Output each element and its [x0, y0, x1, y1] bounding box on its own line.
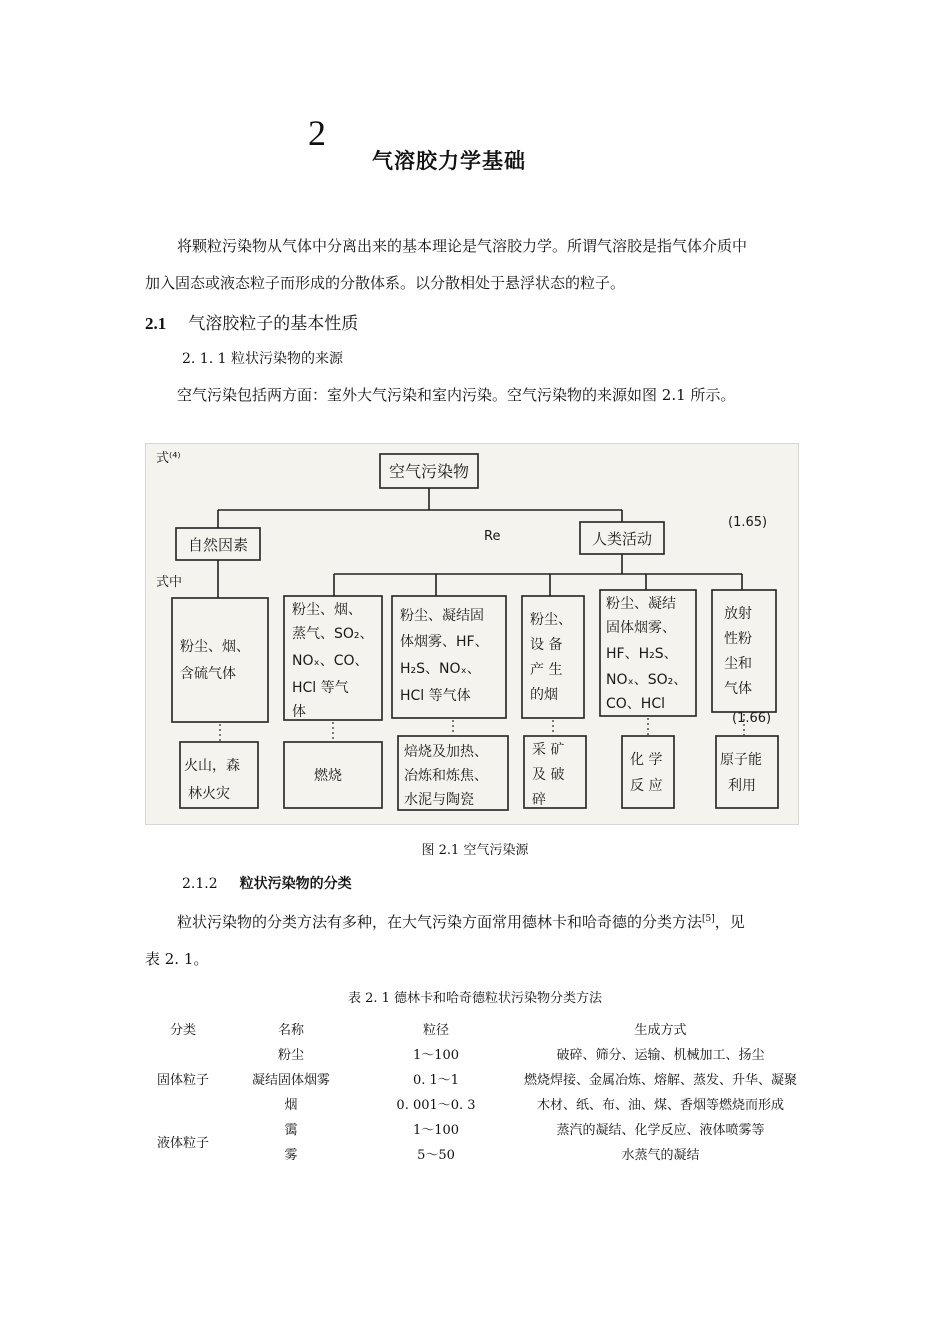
subsection-1-title: 粒状污染物的来源: [230, 351, 343, 367]
svg-text:水泥与陶瓷: 水泥与陶瓷: [404, 792, 474, 808]
svg-text:尘和: 尘和: [724, 656, 752, 672]
table-header-row: 分类 名称 粒径 生成方式: [169, 1023, 687, 1038]
subsection-2-heading: [182, 873, 352, 893]
subsection-1-heading: [182, 348, 343, 368]
svg-text:火山，森: 火山，森: [184, 758, 240, 774]
svg-text:利用: 利用: [728, 778, 756, 794]
subsection-2-number: 2.1.2: [182, 876, 218, 892]
subsection-2-title: 粒状污染物的分类: [239, 876, 352, 892]
table-caption: 表 2. 1 德林卡和哈奇德粒状污染物分类方法: [347, 991, 603, 1006]
classification-table: [145, 1016, 810, 1166]
svg-text:粉尘、凝结: 粉尘、凝结: [606, 596, 676, 612]
svg-text:粉尘、: 粉尘、: [530, 612, 572, 628]
svg-text:反 应: 反 应: [630, 778, 663, 794]
natural-label: 自然因素: [187, 536, 249, 554]
section-number: 2.1: [145, 314, 167, 333]
intro-line-2: 加入固态或液态粒子而形成的分散体系。以分散相处于悬浮状态的粒子。: [145, 274, 626, 292]
svg-text:固体烟雾、: 固体烟雾、: [606, 620, 676, 636]
svg-text:粉尘、烟、: 粉尘、烟、: [292, 602, 362, 618]
table-row: 烟 0. 001～0. 3 木材、纸、布、油、煤、香烟等燃烧而形成: [284, 1098, 784, 1113]
svg-text:的烟: 的烟: [530, 687, 558, 703]
svg-text:性粉: 性粉: [724, 631, 752, 647]
svg-text:HF、H₂S、: HF、H₂S、: [606, 646, 678, 662]
svg-text:体: 体: [292, 704, 306, 720]
svg-text:原子能: 原子能: [720, 752, 762, 768]
figure-air-pollution-sources: [145, 443, 799, 825]
bg-text-3: Re: [484, 529, 501, 544]
svg-text:CO、HCl: CO、HCl: [606, 696, 665, 712]
svg-text:碎: 碎: [532, 792, 546, 808]
svg-text:粉尘、凝结固: 粉尘、凝结固: [400, 608, 484, 624]
svg-text:H₂S、NOₓ、: H₂S、NOₓ、: [400, 661, 481, 677]
svg-text:化 学: 化 学: [630, 752, 663, 768]
section-title: 气溶胶粒子的基本性质: [188, 314, 359, 334]
bg-text-2: (1.65): [728, 515, 768, 530]
section-heading: [145, 309, 358, 334]
svg-text:放射: 放射: [724, 606, 752, 622]
svg-text:林火灾: 林火灾: [188, 786, 230, 802]
pollution-source-diagram: [146, 444, 798, 824]
category-cell: 液体粒子: [156, 1135, 209, 1151]
bg-text-5: (1.66): [732, 711, 772, 726]
figure-caption: 图 2.1 空气污染源: [421, 843, 529, 858]
table-row: 固体粒子 粉尘 1～100 破碎、筛分、运输、机械加工、扬尘: [145, 1041, 810, 1066]
svg-text:及 破: 及 破: [532, 767, 565, 783]
root-label: 空气污染物: [388, 462, 470, 481]
table-row: 液体粒子 霭 1～100 蒸汽的凝结、化学反应、液体喷雾等: [145, 1116, 810, 1141]
svg-text:产 生: 产 生: [530, 662, 563, 678]
intro-paragraph: [145, 228, 810, 302]
svg-text:燃烧: 燃烧: [314, 768, 342, 784]
table-row: 凝结固体烟雾 0. 1～1 燃烧焊接、金属冶炼、熔解、蒸发、升华、凝聚: [251, 1073, 797, 1088]
svg-text:HCl 等气: HCl 等气: [292, 680, 349, 696]
intro-line-1: 将颗粒污染物从气体中分离出来的基本理论是气溶胶力学。所谓气溶胶是指气体介质中: [177, 237, 748, 255]
table-row: 雾 5～50 水蒸气的凝结: [284, 1148, 700, 1163]
svg-text:设 备: 设 备: [530, 637, 563, 653]
svg-text:冶炼和炼焦、: 冶炼和炼焦、: [404, 768, 488, 784]
bg-text-4: 式中: [156, 575, 183, 590]
svg-text:体烟雾、HF、: 体烟雾、HF、: [400, 634, 489, 650]
svg-text:NOₓ、SO₂、: NOₓ、SO₂、: [606, 672, 688, 688]
category-cell: 固体粒子: [156, 1073, 209, 1088]
svg-text:采 矿: 采 矿: [532, 742, 565, 758]
svg-text:蒸气、SO₂、: 蒸气、SO₂、: [292, 626, 374, 642]
svg-text:NOₓ、CO、: NOₓ、CO、: [292, 653, 369, 669]
svg-text:粉尘、烟、: 粉尘、烟、: [180, 639, 250, 655]
svg-text:HCl 等气体: HCl 等气体: [400, 688, 471, 704]
citation: [5]: [702, 914, 715, 924]
svg-text:气体: 气体: [724, 681, 752, 697]
sources-paragraph: 空气污染包括两方面：室外大气污染和室内污染。空气污染物的来源如图 2.1 所示。: [177, 386, 736, 404]
subsection-1-number: 2. 1. 1: [182, 351, 227, 367]
chapter-number: 2: [308, 113, 326, 153]
svg-text:含硫气体: 含硫气体: [180, 666, 236, 682]
svg-text:焙烧及加热、: 焙烧及加热、: [404, 744, 488, 760]
bg-text-1: 式⁽⁴⁾: [156, 451, 181, 466]
human-label: 人类活动: [591, 530, 653, 548]
chapter-title: 气溶胶力学基础: [372, 149, 526, 173]
classification-paragraph: 粒状污染物的分类方法有多种，在大气污染方面常用德林卡和哈奇德的分类方法[5]，见 表 2. 1。: [145, 913, 745, 968]
